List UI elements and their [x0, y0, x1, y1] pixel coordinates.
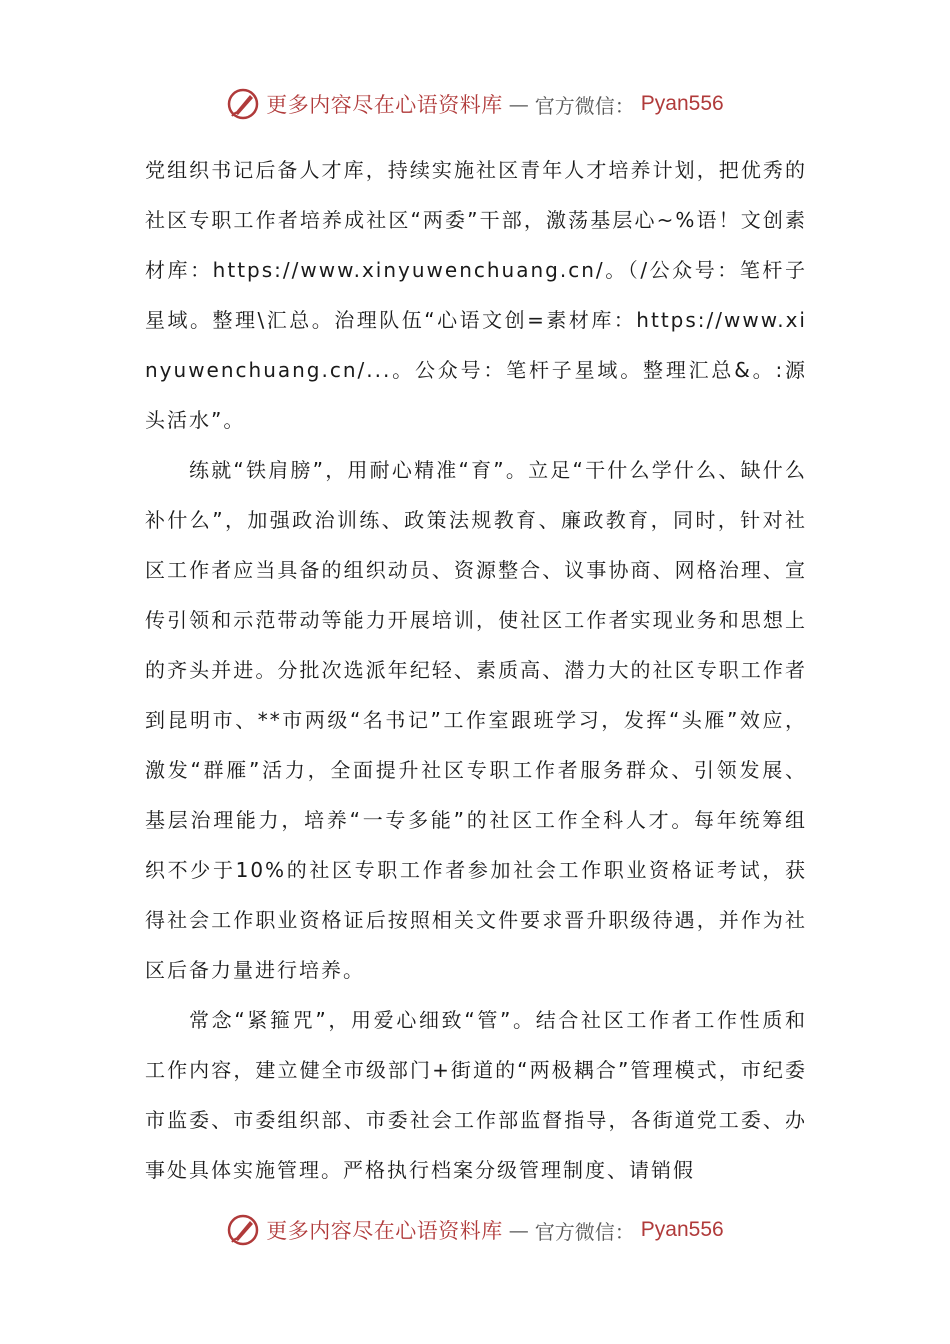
- header-banner: [0, 84, 950, 124]
- footer-dash: —: [508, 1218, 529, 1242]
- document-body: [145, 145, 807, 1195]
- footer-banner: [0, 1210, 950, 1250]
- paragraph-continued: 党组织书记后备人才库，持续实施社区青年人才培养计划，把优秀的社区专职工作者培养成社区“两委”干部，激荡基层心~%语！文创素材库：https://www.xinyuwenchuang.cn/。（/公众号：笔杆子星域。整理\汇总。治理队伍“心语文创=素材库：https://www.xinyuwenchuang.cn/...。公众号：笔杆子星域。整理汇总&。:源头活水”。: [145, 158, 807, 432]
- banner-dash: —: [508, 92, 529, 116]
- paragraph-training: 练就“铁肩膀”，用耐心精准“育”。立足“干什么学什么、缺什么补什么”，加强政治训练、政策法规教育、廉政教育，同时，针对社区工作者应当具备的组织动员、资源整合、议事协商、网格治理、宣传引领和示范带动等能力开展培训，使社区工作者实现业务和思想上的齐头并进。分批次选派年纪轻、素质高、潜力大的社区专职工作者到昆明市、**市两级“名书记”工作室跟班学习，发挥“头雁”效应，激发“群雁”活力，全面提升社区专职工作者服务群众、引领发展、基层治理能力，培养“一专多能”的社区工作全科人才。每年统筹组织不少于10%的社区专职工作者参加社会工作职业资格证考试，获得社会工作职业资格证后按照相关文件要求晋升职级待遇，并作为社区后备力量进行培养。: [145, 458, 807, 982]
- footer-brand: 更多内容尽在心语资料库: [266, 1219, 503, 1243]
- banner-wechat-id: Pyan556: [640, 92, 724, 115]
- paragraph-management: 常念“紧箍咒”，用爱心细致“管”。结合社区工作者工作性质和工作内容，建立健全市级部门+街道的“两极耦合”管理模式，市纪委市监委、市委组织部、市委社会工作部监督指导，各街道党工委、办事处具体实施管理。严格执行档案分级管理制度、请销假: [145, 1008, 807, 1182]
- footer-wechat-label: 官方微信：: [534, 1219, 635, 1244]
- quill-logo-icon: [226, 87, 260, 121]
- banner-brand: 更多内容尽在心语资料库: [266, 93, 503, 117]
- banner-wechat-label: 官方微信：: [534, 93, 635, 118]
- footer-wechat-id: Pyan556: [640, 1218, 724, 1241]
- quill-logo-icon: [226, 1213, 260, 1247]
